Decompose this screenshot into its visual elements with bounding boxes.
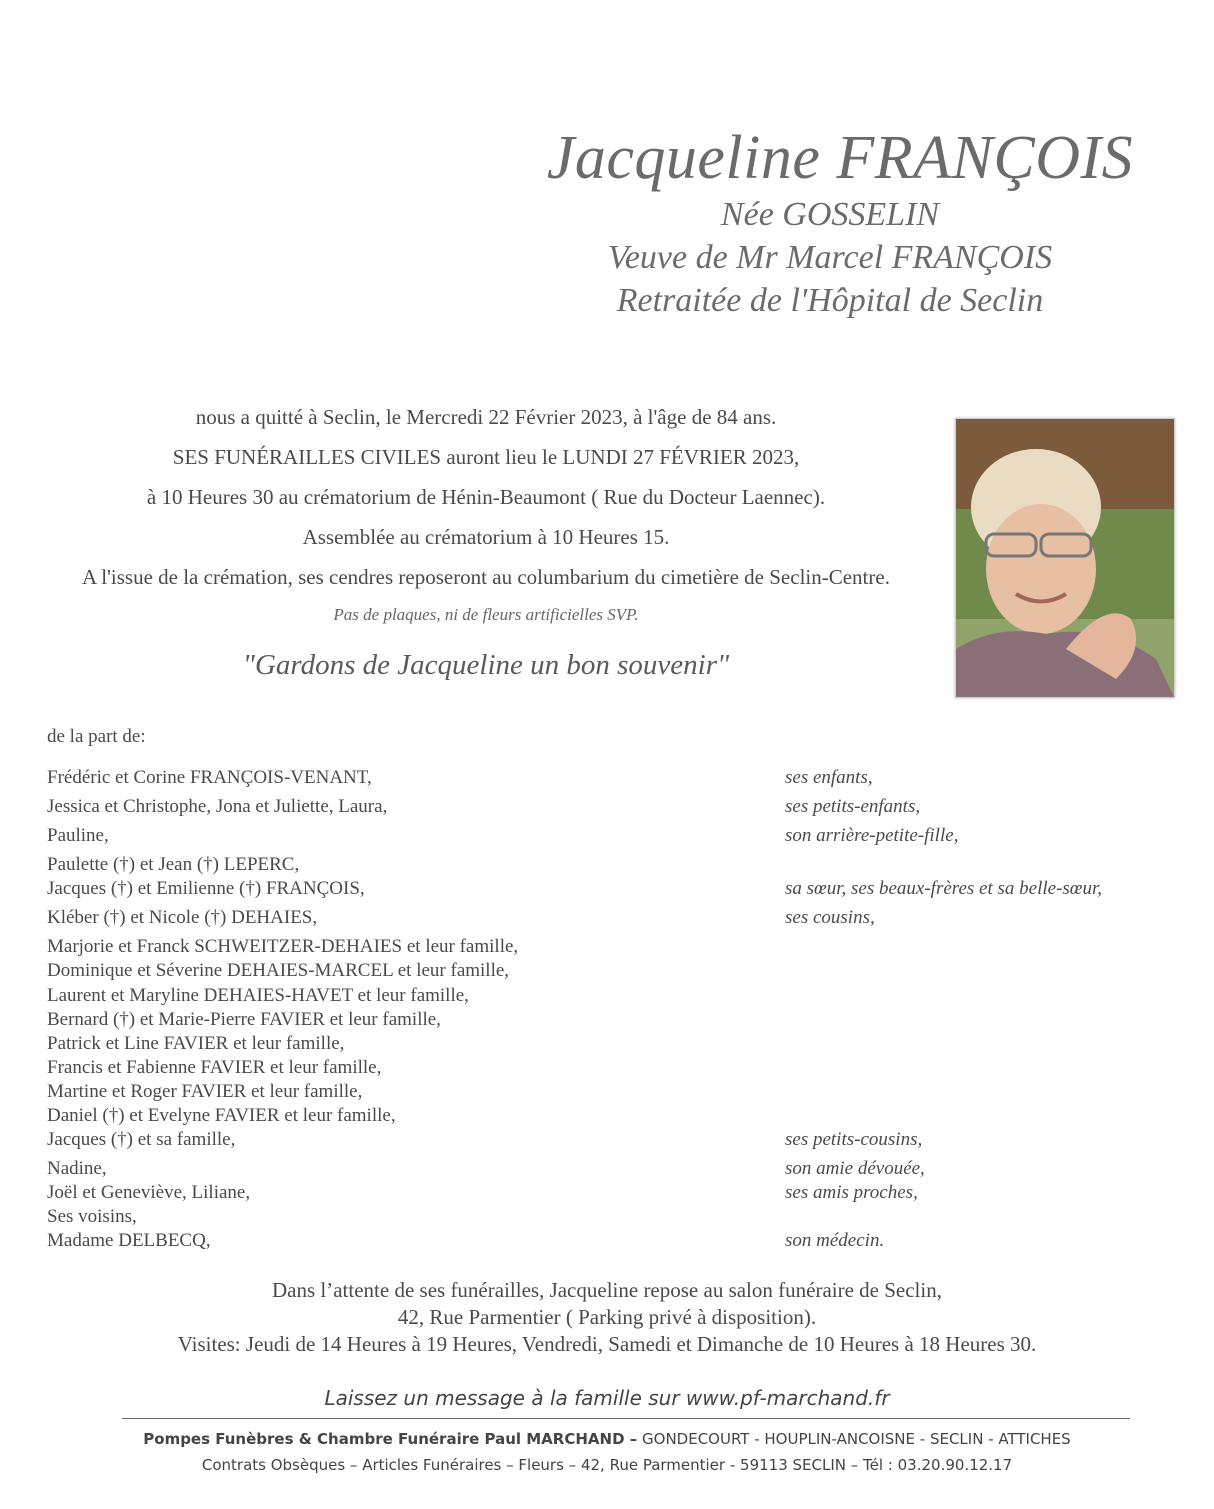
family-names: Jacques (†) et Emilienne (†) FRANÇOIS,: [47, 878, 365, 899]
company-name: Pompes Funèbres & Chambre Funéraire Paul MARCHAND –: [143, 1430, 638, 1448]
family-relation: ses amis proches,: [785, 1182, 918, 1203]
family-names: Joël et Geneviève, Liliane,: [47, 1182, 251, 1203]
condolence-link[interactable]: Laissez un message à la famille sur www.pf-marchand.fr: [324, 1386, 890, 1410]
family-names: Laurent et Maryline DEHAIES-HAVET et leur famille,: [47, 985, 469, 1006]
family-names: Bernard (†) et Marie-Pierre FAVIER et leur famille,: [47, 1009, 441, 1030]
assembly-time: Assemblée au crématorium à 10 Heures 15.: [302, 525, 670, 549]
company-contact: Contrats Obsèques – Articles Funéraires – Fleurs – 42, Rue Parmentier - 59113 SECLIN – Tél : 03.20.90.12.17: [201, 1456, 1013, 1474]
maiden-name: Née GOSSELIN: [720, 196, 940, 233]
family-names: Jessica et Christophe, Jona et Juliette, Laura,: [47, 796, 388, 817]
company-towns: GONDECOURT - HOUPLIN-ANCOISNE - SECLIN - ATTICHES: [637, 1430, 1071, 1448]
portrait-illustration: [956, 419, 1174, 697]
flowers-note: Pas de plaques, ni de fleurs artificielles SVP.: [333, 605, 639, 624]
from-label: de la part de:: [47, 726, 146, 747]
family-names: Nadine,: [47, 1158, 107, 1179]
family-relation: son arrière-petite-fille,: [785, 825, 959, 846]
family-relation: ses enfants,: [785, 767, 873, 788]
family-relation: ses petits-cousins,: [785, 1129, 923, 1150]
death-announcement: nous a quitté à Seclin, le Mercredi 22 Février 2023, à l'âge de 84 ans.: [195, 405, 777, 429]
family-names: Jacques (†) et sa famille,: [47, 1129, 236, 1150]
family-names: Marjorie et Franck SCHWEITZER-DEHAIES et leur famille,: [47, 936, 519, 957]
visiting-hours: Visites: Jeudi de 14 Heures à 19 Heures, Vendredi, Samedi et Dimanche de 10 Heures à 18 Heures 30.: [177, 1332, 1037, 1356]
funeral-place: à 10 Heures 30 au crématorium de Hénin-Beaumont ( Rue du Docteur Laennec).: [146, 485, 826, 509]
family-names: Frédéric et Corine FRANÇOIS-VENANT,: [47, 767, 372, 788]
family-names: Pauline,: [47, 825, 109, 846]
family-names: Ses voisins,: [47, 1206, 137, 1227]
footer-divider: [122, 1418, 1130, 1419]
rest-location: Dans l’attente de ses funérailles, Jacqueline repose au salon funéraire de Seclin,: [272, 1278, 942, 1302]
address: 42, Rue Parmentier ( Parking privé à disposition).: [397, 1305, 817, 1329]
family-names: Paulette (†) et Jean (†) LEPERC,: [47, 854, 300, 875]
portrait-photo: [955, 418, 1175, 698]
occupation: Retraitée de l'Hôpital de Seclin: [616, 282, 1044, 319]
ashes-info: A l'issue de la crémation, ses cendres reposeront au columbarium du cimetière de Seclin-Centre.: [82, 565, 890, 589]
family-names: Kléber (†) et Nicole (†) DEHAIES,: [47, 907, 318, 928]
family-relation: son médecin.: [785, 1230, 885, 1251]
family-relation: ses cousins,: [785, 907, 875, 928]
family-relation: ses petits-enfants,: [785, 796, 921, 817]
family-names: Francis et Fabienne FAVIER et leur famille,: [47, 1057, 382, 1078]
family-names: Dominique et Séverine DEHAIES-MARCEL et leur famille,: [47, 960, 510, 981]
widow-of: Veuve de Mr Marcel FRANÇOIS: [607, 239, 1053, 276]
deceased-name: Jacqueline FRANÇOIS: [546, 124, 1134, 192]
family-names: Madame DELBECQ,: [47, 1230, 211, 1251]
family-relation: sa sœur, ses beaux-frères et sa belle-sœur,: [785, 878, 1102, 899]
company-line: [0, 1430, 1214, 1448]
funeral-date: SES FUNÉRAILLES CIVILES auront lieu le LUNDI 27 FÉVRIER 2023,: [172, 445, 800, 469]
family-names: Patrick et Line FAVIER et leur famille,: [47, 1033, 345, 1054]
family-names: Daniel (†) et Evelyne FAVIER et leur famille,: [47, 1105, 396, 1126]
family-names: Martine et Roger FAVIER et leur famille,: [47, 1081, 363, 1102]
family-relation: son amie dévouée,: [785, 1158, 925, 1179]
memorial-quote: "Gardons de Jacqueline un bon souvenir": [242, 649, 730, 681]
